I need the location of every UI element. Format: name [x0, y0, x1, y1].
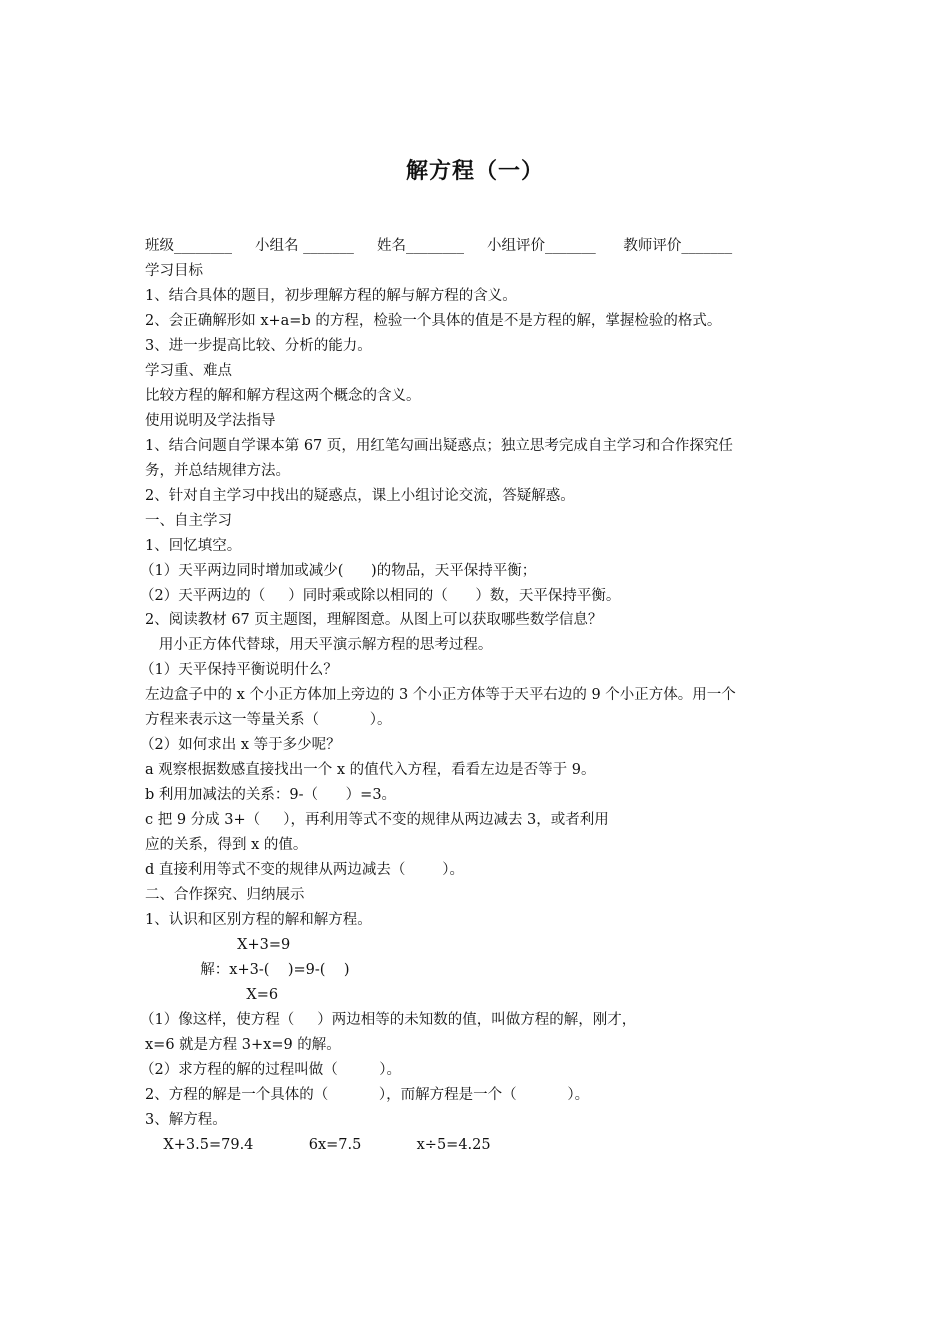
text-line: 1、认识和区别方程的解和解方程。 — [145, 912, 372, 928]
text-line: c 把 9 分成 3+（ ），再利用等式不变的规律从两边减去 3，或者利用 — [145, 812, 609, 828]
text-line: 方程来表示这一等量关系（ ）。 — [145, 712, 392, 728]
text-line: 2、阅读教材 67 页主题图，理解图意。从图上可以获取哪些数学信息？ — [145, 612, 603, 628]
page-title: 解方程（一） — [405, 158, 544, 184]
text-line: 2、针对自主学习中找出的疑惑点，课上小组讨论交流，答疑解惑。 — [145, 488, 575, 504]
text-line: b 利用加减法的关系：9-（ ）=3。 — [145, 787, 397, 803]
equation-line: X=6 — [145, 987, 279, 1003]
text-line: 左边盒子中的 x 个小正方体加上旁边的 3 个小正方体等于天平右边的 9 个小正方体。用一个 — [145, 687, 736, 703]
text-line: （1）天平保持平衡说明什么？ — [140, 662, 338, 678]
text-line: x=6 就是方程 3+x=9 的解。 — [145, 1037, 341, 1053]
text-line: （2）如何求出 x 等于多少呢？ — [140, 737, 341, 753]
text-line: 1、结合问题自学课本第 67 页，用红笔勾画出疑惑点；独立思考完成自主学习和合作探究任 — [145, 438, 733, 454]
text-line: 使用说明及学法指导 — [145, 413, 276, 429]
equation-line: 解：x+3-( )=9-( ) — [145, 962, 350, 978]
text-line: 2、方程的解是一个具体的（ ），而解方程是一个（ ）。 — [145, 1087, 590, 1103]
equation-line: X+3.5=79.4 6x=7.5 x÷5=4.25 — [145, 1137, 491, 1153]
text-line: 一、自主学习 — [145, 513, 232, 529]
text-line: a 观察根据数感直接找出一个 x 的值代入方程，看看左边是否等于 9。 — [145, 762, 596, 778]
text-line: 2、会正确解形如 x+a=b 的方程，检验一个具体的值是不是方程的解，掌握检验的格式。 — [145, 313, 722, 329]
text-line: 学习重、难点 — [145, 363, 232, 379]
equation-line: X+3=9 — [145, 937, 291, 953]
text-line: 3、解方程。 — [145, 1112, 227, 1128]
text-line: 用小正方体代替球，用天平演示解方程的思考过程。 — [145, 637, 493, 653]
text-line: （2）求方程的解的过程叫做（ ）。 — [140, 1062, 401, 1078]
text-line: 应的关系，得到 x 的值。 — [145, 837, 308, 853]
text-line: 1、回忆填空。 — [145, 538, 242, 554]
text-line: 比较方程的解和解方程这两个概念的含义。 — [145, 388, 421, 404]
text-line: 务，并总结规律方法。 — [145, 463, 290, 479]
text-line: 学习目标 — [145, 263, 203, 279]
text-line: （1）天平两边同时增加或减少( )的物品，天平保持平衡； — [140, 563, 537, 579]
student-info-line: 班级________ 小组名 _______ 姓名________ 小组评价_______ 教师评价_______ — [145, 238, 733, 254]
text-line: （1）像这样，使方程（ ）两边相等的未知数的值，叫做方程的解，刚才， — [140, 1012, 637, 1028]
text-line: 3、进一步提高比较、分析的能力。 — [145, 338, 372, 354]
text-line: 1、结合具体的题目，初步理解方程的解与解方程的含义。 — [145, 288, 517, 304]
text-line: （2）天平两边的（ ）同时乘或除以相同的（ ）数，天平保持平衡。 — [140, 588, 621, 604]
text-line: 二、合作探究、归纳展示 — [145, 887, 305, 903]
text-line: d 直接利用等式不变的规律从两边减去（ ）。 — [145, 862, 465, 878]
